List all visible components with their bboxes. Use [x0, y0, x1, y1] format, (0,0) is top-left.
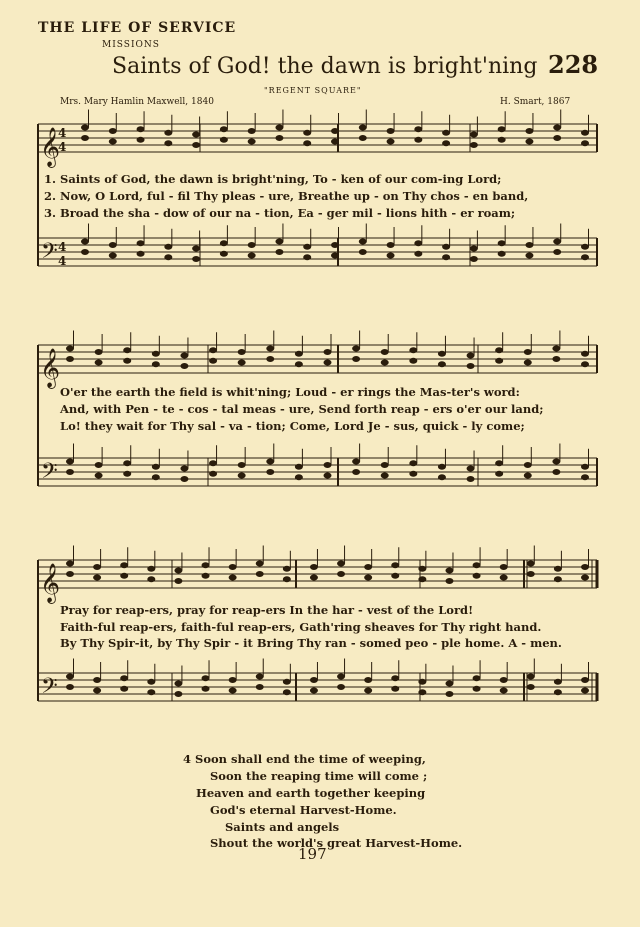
notehead [95, 360, 103, 366]
notehead [553, 239, 561, 245]
notehead [527, 561, 535, 567]
notehead [93, 677, 101, 683]
notehead [438, 361, 446, 367]
notehead [331, 242, 339, 248]
notehead [381, 360, 389, 366]
notehead [324, 462, 332, 468]
notehead [164, 130, 172, 136]
notehead [209, 471, 217, 477]
notehead [473, 686, 481, 692]
notehead [310, 575, 318, 581]
notehead [152, 464, 160, 470]
notehead [553, 249, 561, 255]
lyric-line: 1. Saints of God, the dawn is bright'ning, To - ken of our com-ing Lord; [44, 172, 502, 186]
notehead [581, 464, 589, 470]
notehead [442, 244, 450, 250]
notehead [266, 469, 274, 475]
notehead [310, 564, 318, 570]
notehead [147, 566, 155, 572]
notehead [352, 469, 360, 475]
notehead [283, 576, 291, 582]
notehead [359, 135, 367, 141]
notehead [174, 578, 182, 584]
notehead [438, 474, 446, 480]
notehead [445, 691, 453, 697]
stanza4-number: 4 [183, 752, 192, 766]
notehead [359, 239, 367, 245]
lyric-line: Pray for reap-ers, pray for reap-ers In the har - vest of the Lord! [60, 603, 474, 617]
notehead [364, 688, 372, 694]
notehead [364, 564, 372, 570]
notehead [495, 358, 503, 364]
notehead [66, 459, 74, 465]
notehead [256, 571, 264, 577]
notehead [581, 677, 589, 683]
notehead [498, 137, 506, 143]
notehead [387, 139, 395, 145]
notehead [331, 253, 339, 259]
notehead [498, 126, 506, 132]
notehead [120, 686, 128, 692]
bass-clef-icon: 𝄢 [41, 674, 58, 704]
notehead [192, 256, 200, 262]
notehead [525, 128, 533, 134]
stanza4-line: 4 Soon shall end the time of weeping, [183, 752, 426, 766]
notehead [220, 137, 228, 143]
notehead [500, 575, 508, 581]
notehead [359, 125, 367, 131]
notehead [524, 473, 532, 479]
stanza4-line: Heaven and earth together keeping [196, 786, 426, 800]
notehead [93, 564, 101, 570]
notehead [66, 571, 74, 577]
notehead [418, 679, 426, 685]
notehead [238, 473, 246, 479]
notehead [414, 126, 422, 132]
notehead [137, 251, 145, 257]
notehead [66, 346, 74, 352]
notehead [202, 675, 210, 681]
notehead [266, 459, 274, 465]
notehead [109, 253, 117, 259]
notehead [498, 251, 506, 257]
notehead [256, 674, 264, 680]
notehead [331, 128, 339, 134]
notehead [283, 689, 291, 695]
notehead [473, 562, 481, 568]
lyric-line: 2. Now, O Lord, ful - fil Thy pleas - ure, Breathe up - on Thy chos - en band, [44, 189, 529, 203]
subsection-heading: MISSIONS [102, 40, 160, 50]
notehead [381, 473, 389, 479]
notehead [359, 249, 367, 255]
notehead [524, 349, 532, 355]
notehead [552, 459, 560, 465]
notehead [324, 349, 332, 355]
notehead [409, 358, 417, 364]
notehead [248, 128, 256, 134]
notehead [554, 679, 562, 685]
notehead [123, 460, 131, 466]
notehead [581, 688, 589, 694]
notehead [229, 688, 237, 694]
svg-text:4: 4 [58, 126, 67, 140]
notehead [266, 356, 274, 362]
notehead [275, 249, 283, 255]
notehead [295, 464, 303, 470]
staff-treble-2 [38, 345, 597, 373]
notehead [275, 239, 283, 245]
notehead [295, 361, 303, 367]
notehead [180, 363, 188, 369]
notehead [467, 353, 475, 359]
notehead [418, 689, 426, 695]
notehead [581, 140, 589, 146]
notehead [310, 677, 318, 683]
notehead [164, 244, 172, 250]
notehead [554, 576, 562, 582]
notehead [66, 684, 74, 690]
notehead [418, 566, 426, 572]
staff-bass-1 [38, 238, 597, 266]
notehead [229, 575, 237, 581]
notehead [553, 135, 561, 141]
notehead [445, 681, 453, 687]
notehead [391, 675, 399, 681]
notehead [470, 246, 478, 252]
notehead [495, 460, 503, 466]
lyric-line: O'er the earth the field is whit'ning; Loud - er rings the Mas-ter's word: [60, 385, 520, 399]
notehead [303, 140, 311, 146]
notehead [152, 361, 160, 367]
hymn-title: Saints of God! the dawn is bright'ning [112, 54, 538, 79]
notehead [147, 679, 155, 685]
svg-text:4: 4 [58, 240, 67, 254]
treble-clef-icon: 𝄞 [40, 348, 61, 388]
notehead [95, 462, 103, 468]
notehead [152, 474, 160, 480]
notehead [414, 137, 422, 143]
notehead [81, 125, 89, 131]
notehead [387, 128, 395, 134]
notehead [495, 347, 503, 353]
notehead [552, 346, 560, 352]
notehead [552, 469, 560, 475]
notehead [442, 130, 450, 136]
notehead [527, 684, 535, 690]
notehead [256, 561, 264, 567]
notehead [95, 473, 103, 479]
notehead [109, 128, 117, 134]
notehead [229, 564, 237, 570]
notehead [248, 242, 256, 248]
notehead [266, 346, 274, 352]
notehead [120, 675, 128, 681]
notehead [66, 561, 74, 567]
notehead [174, 691, 182, 697]
notehead [500, 564, 508, 570]
notehead [500, 688, 508, 694]
notehead [147, 689, 155, 695]
notehead [527, 674, 535, 680]
notehead [248, 253, 256, 259]
notehead [109, 139, 117, 145]
notehead [525, 253, 533, 259]
notehead [352, 459, 360, 465]
notehead [324, 360, 332, 366]
notehead [66, 356, 74, 362]
notehead [554, 566, 562, 572]
notehead [581, 564, 589, 570]
notehead [283, 566, 291, 572]
stanza4-line: Shout the world's great Harvest-Home. [210, 836, 463, 850]
notehead [418, 576, 426, 582]
notehead [123, 471, 131, 477]
notehead [283, 679, 291, 685]
section-heading: THE LIFE OF SERVICE [38, 20, 237, 36]
svg-text:4: 4 [58, 254, 67, 268]
notehead [202, 562, 210, 568]
notehead [295, 474, 303, 480]
notehead [81, 249, 89, 255]
notehead [442, 140, 450, 146]
notehead [442, 254, 450, 260]
stanza4-line: Saints and angels [225, 820, 340, 834]
notehead [525, 139, 533, 145]
notehead [364, 575, 372, 581]
notehead [391, 686, 399, 692]
notehead [238, 349, 246, 355]
notehead [209, 358, 217, 364]
notehead [495, 471, 503, 477]
notehead [147, 576, 155, 582]
notehead [209, 347, 217, 353]
notehead [414, 251, 422, 257]
notehead [238, 462, 246, 468]
notehead [174, 568, 182, 574]
notehead [81, 239, 89, 245]
notehead [352, 356, 360, 362]
notehead [324, 473, 332, 479]
notehead [498, 240, 506, 246]
notehead [337, 561, 345, 567]
notehead [581, 130, 589, 136]
notehead [337, 571, 345, 577]
notehead [552, 356, 560, 362]
svg-text:4: 4 [58, 140, 67, 154]
notehead [152, 351, 160, 357]
notehead [220, 240, 228, 246]
notehead [409, 471, 417, 477]
notehead [581, 575, 589, 581]
notehead [381, 349, 389, 355]
notehead [581, 351, 589, 357]
notehead [554, 689, 562, 695]
notehead [95, 349, 103, 355]
treble-clef-icon: 𝄞 [40, 563, 61, 603]
notehead [524, 360, 532, 366]
page-number: 197 [298, 845, 327, 863]
notehead [381, 462, 389, 468]
notehead [473, 675, 481, 681]
hymn-number: 228 [548, 50, 599, 79]
notehead [164, 254, 172, 260]
notehead [581, 474, 589, 480]
staff-bass-2 [38, 458, 597, 486]
lyric-line: And, with Pen - te - cos - tal meas - ure, Send forth reap - ers o'er our land; [60, 402, 544, 416]
notehead [473, 573, 481, 579]
notehead [137, 240, 145, 246]
notehead [467, 466, 475, 472]
notehead [524, 462, 532, 468]
notehead [364, 677, 372, 683]
notehead [164, 140, 172, 146]
author-credit: Mrs. Mary Hamlin Maxwell, 1840 [60, 97, 214, 107]
lyric-line: By Thy Spir-it, by Thy Spir - it Bring Thy ran - somed peo - ple home. A - men. [60, 636, 562, 650]
notehead [192, 246, 200, 252]
stanza4-line: Soon the reaping time will come ; [210, 769, 428, 783]
notehead [337, 684, 345, 690]
notehead [387, 242, 395, 248]
notehead [209, 460, 217, 466]
notehead [238, 360, 246, 366]
staff-treble-1 [38, 124, 597, 152]
notehead [220, 126, 228, 132]
notehead [391, 573, 399, 579]
notehead [174, 681, 182, 687]
notehead [581, 244, 589, 250]
notehead [387, 253, 395, 259]
notehead [467, 476, 475, 482]
notehead [202, 573, 210, 579]
notehead [331, 139, 339, 145]
notehead [120, 573, 128, 579]
notehead [581, 361, 589, 367]
notehead [275, 125, 283, 131]
notehead [180, 353, 188, 359]
notehead [248, 139, 256, 145]
notehead [120, 562, 128, 568]
notehead [470, 256, 478, 262]
tune-name: "REGENT SQUARE" [264, 86, 362, 95]
notehead [303, 244, 311, 250]
notehead [220, 251, 228, 257]
bass-clef-icon: 𝄢 [41, 459, 58, 489]
notehead [310, 688, 318, 694]
notehead [137, 137, 145, 143]
notehead [180, 476, 188, 482]
notehead [93, 688, 101, 694]
notehead [66, 469, 74, 475]
notehead [391, 562, 399, 568]
notehead [581, 254, 589, 260]
notehead [303, 254, 311, 260]
notehead [275, 135, 283, 141]
notehead [202, 686, 210, 692]
notehead [93, 575, 101, 581]
notehead [229, 677, 237, 683]
notehead [180, 466, 188, 472]
notehead [295, 351, 303, 357]
notehead [192, 142, 200, 148]
notehead [445, 568, 453, 574]
notehead [137, 126, 145, 132]
notehead [527, 571, 535, 577]
notehead [409, 460, 417, 466]
notehead [109, 242, 117, 248]
notehead [445, 578, 453, 584]
notehead [500, 677, 508, 683]
notehead [352, 346, 360, 352]
notehead [470, 142, 478, 148]
notehead [192, 132, 200, 138]
stanza4-line: God's eternal Harvest-Home. [210, 803, 397, 817]
notehead [438, 464, 446, 470]
notehead [303, 130, 311, 136]
notehead [470, 132, 478, 138]
notehead [414, 240, 422, 246]
notehead [123, 358, 131, 364]
notehead [66, 674, 74, 680]
notehead [438, 351, 446, 357]
lyric-line: Lo! they wait for Thy sal - va - tion; Come, Lord Je - sus, quick - ly come; [60, 419, 525, 433]
lyric-line: 3. Broad the sha - dow of our na - tion, Ea - ger mil - lions hith - er roam; [44, 206, 516, 220]
notehead [123, 347, 131, 353]
notehead [467, 363, 475, 369]
notehead [525, 242, 533, 248]
lyric-line: Faith-ful reap-ers, faith-ful reap-ers, Gath'ring sheaves for Thy right hand. [60, 620, 542, 634]
notehead [81, 135, 89, 141]
bass-clef-icon: 𝄢 [41, 239, 58, 269]
notehead [337, 674, 345, 680]
notehead [409, 347, 417, 353]
notehead [256, 684, 264, 690]
composer-credit: H. Smart, 1867 [500, 97, 571, 107]
treble-clef-icon: 𝄞 [40, 127, 61, 167]
notehead [553, 125, 561, 131]
